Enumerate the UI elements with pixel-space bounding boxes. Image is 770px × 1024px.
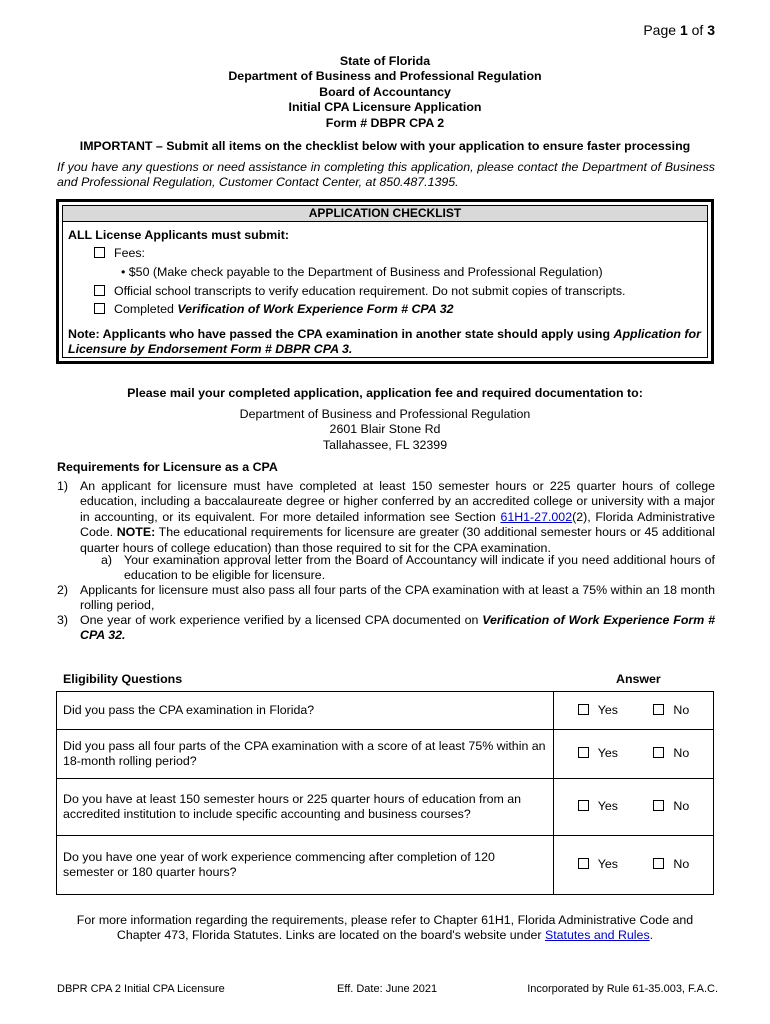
yes-option[interactable]: Yes — [578, 703, 618, 718]
checklist-item-work-experience: Completed Verification of Work Experience Form # CPA 32 — [94, 300, 454, 318]
table-row — [57, 836, 714, 895]
mailing-address — [0, 407, 770, 453]
form-header — [0, 54, 770, 131]
question-text: Do you have one year of work experience commencing after completion of 120 semester or 180 quarter hours? — [57, 836, 554, 895]
requirement-item-2: 2) Applicants for licensure must also pass all four parts of the CPA examination with at least a 75% within an 18 month rolling period, — [57, 583, 715, 613]
checklist-note: Note: Applicants who have passed the CPA examination in another state should apply using Application for Licensure by Endorsement Form # DBPR CPA 3. — [68, 327, 701, 357]
yes-option[interactable]: Yes — [578, 857, 618, 872]
page-number: Page 1 of 3 — [643, 22, 715, 38]
header-application: Initial CPA Licensure Application — [288, 100, 482, 115]
checklist-fee-detail: • $50 (Make check payable to the Department of Business and Professional Regulation) — [121, 265, 603, 279]
header-board: Board of Accountancy — [319, 84, 451, 99]
header-form-number: Form # DBPR CPA 2 — [325, 115, 445, 130]
table-row — [57, 692, 714, 730]
requirement-item-3: 3) One year of work experience verified by a licensed CPA documented on Verification of Work Experience Form # CPA 32. — [57, 613, 715, 643]
question-text: Did you pass all four parts of the CPA examination with a score of at least 75% within an 18-month rolling period? — [57, 730, 554, 779]
footer-form-name: DBPR CPA 2 Initial CPA Licensure — [57, 983, 225, 995]
mail-instruction: Please mail your completed application, application fee and required documentation to: — [127, 386, 643, 400]
contact-info: If you have any questions or need assistance in completing this application, please contact the Department of Business and Professional Regulation, Customer Contact Center, at 850.487.1395. — [57, 160, 715, 190]
requirement-subitem-a: a) Your examination approval letter from the Board of Accountancy will indicate if you need additional hours of education to be eligible for licensure. — [101, 553, 715, 583]
requirement-item-1: 1) An applicant for licensure must have completed at least 150 semester hours or 225 quarter hours of college education, including a baccalaureate degree or higher conferred by an accredited college or university with a major in accounting, or its equivalent. For more detailed information see Section 61H1-27.002(2), Florida Administrative Code. NOTE: The educational requirements for licensure are greater (30 additional semester hours or 45 additional quarter hours of college education) than those required to sit for the CPA examination. — [57, 479, 716, 555]
header-state: State of Florida — [339, 54, 431, 68]
no-option[interactable]: No — [653, 746, 689, 761]
address-line: 2601 Blair Stone Rd — [329, 422, 441, 437]
address-line: Department of Business and Professional Regulation — [239, 407, 531, 421]
no-option[interactable]: No — [653, 857, 689, 872]
yes-option[interactable]: Yes — [578, 746, 618, 761]
statutes-rules-link[interactable]: Statutes and Rules — [544, 928, 650, 943]
checkbox[interactable] — [94, 303, 105, 314]
footer-effective-date: Eff. Date: June 2021 — [337, 983, 438, 995]
address-line: Tallahassee, FL 32399 — [322, 437, 448, 452]
important-notice: IMPORTANT – Submit all items on the checklist below with your application to ensure faster processing — [79, 139, 691, 153]
checkbox[interactable] — [94, 285, 105, 296]
yes-option[interactable]: Yes — [578, 799, 618, 814]
rule-link[interactable]: 61H1-27.002 — [500, 509, 573, 524]
checklist-item-fees: Fees: — [94, 244, 145, 262]
more-info: For more information regarding the requirements, please refer to Chapter 61H1, Florida Administrative Code and Chapter 473, Florida Statutes. Links are located on the board's website under Statutes and Rules. — [76, 913, 694, 943]
table-row — [57, 730, 714, 779]
question-text: Do you have at least 150 semester hours or 225 quarter hours of education from an accredited institution to include specific accounting and business courses? — [57, 779, 554, 836]
requirements-title: Requirements for Licensure as a CPA — [57, 460, 278, 474]
answer-heading: Answer — [616, 672, 661, 686]
no-option[interactable]: No — [653, 799, 689, 814]
header-department: Department of Business and Professional Regulation — [228, 69, 542, 84]
checkbox[interactable] — [94, 247, 105, 258]
eligibility-heading: Eligibility Questions — [63, 672, 183, 686]
application-checklist — [56, 199, 714, 364]
no-option[interactable]: No — [653, 703, 689, 718]
checklist-item-transcripts: Official school transcripts to verify education requirement. Do not submit copies of transcripts. — [94, 282, 625, 300]
checklist-intro: ALL License Applicants must submit: — [68, 228, 289, 242]
eligibility-table — [56, 691, 714, 895]
table-row — [57, 779, 714, 836]
question-text: Did you pass the CPA examination in Florida? — [57, 692, 554, 730]
checklist-title: APPLICATION CHECKLIST — [63, 206, 707, 222]
footer-rule: Incorporated by Rule 61-35.003, F.A.C. — [527, 983, 718, 995]
